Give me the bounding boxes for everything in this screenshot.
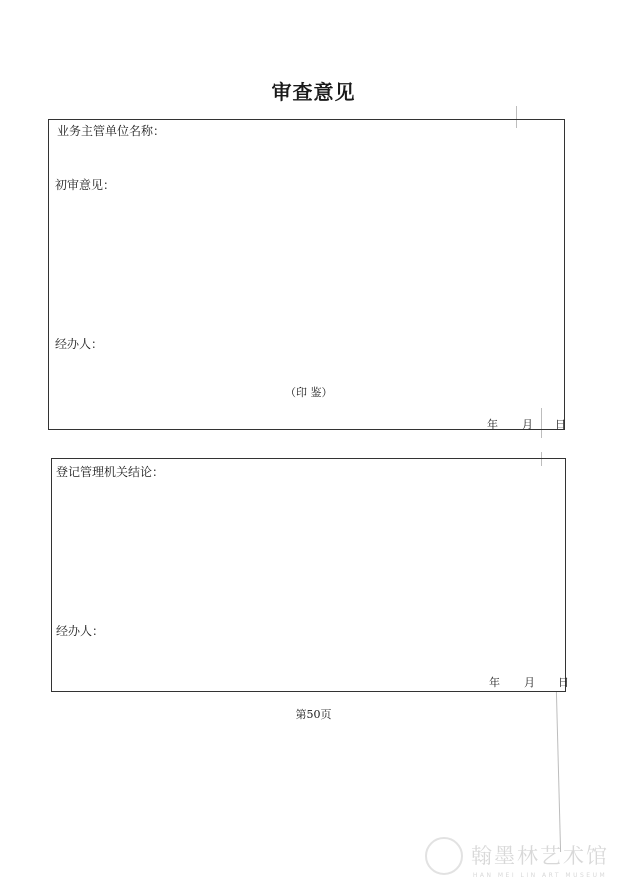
handler-label: 经办人：: [56, 624, 105, 638]
handler-label: 经办人：: [55, 337, 104, 351]
museum-logo-icon: [425, 837, 463, 875]
date-day: 日: [558, 676, 569, 689]
initial-opinion-label: 初审意见：: [55, 178, 116, 192]
date-month: 月: [522, 418, 533, 431]
date-year: 年: [489, 676, 500, 689]
date-year: 年: [487, 418, 498, 431]
conclusion-label: 登记管理机关结论：: [56, 465, 165, 479]
org-name-label: 业务主管单位名称：: [57, 124, 166, 138]
watermark-main: 翰墨林艺术馆: [471, 844, 609, 868]
watermark-sub: HAN MEI LIN ART MUSEUM: [472, 872, 608, 879]
review-opinion-box: [48, 119, 565, 430]
watermark: [471, 840, 609, 879]
seal-label: （印 鉴）: [285, 386, 333, 399]
page-title: 审查意见: [271, 80, 356, 104]
registration-conclusion-box: [51, 458, 569, 692]
date-month: 月: [524, 676, 535, 689]
page-number: 第50页: [295, 708, 332, 721]
date-day: 日: [555, 418, 566, 431]
